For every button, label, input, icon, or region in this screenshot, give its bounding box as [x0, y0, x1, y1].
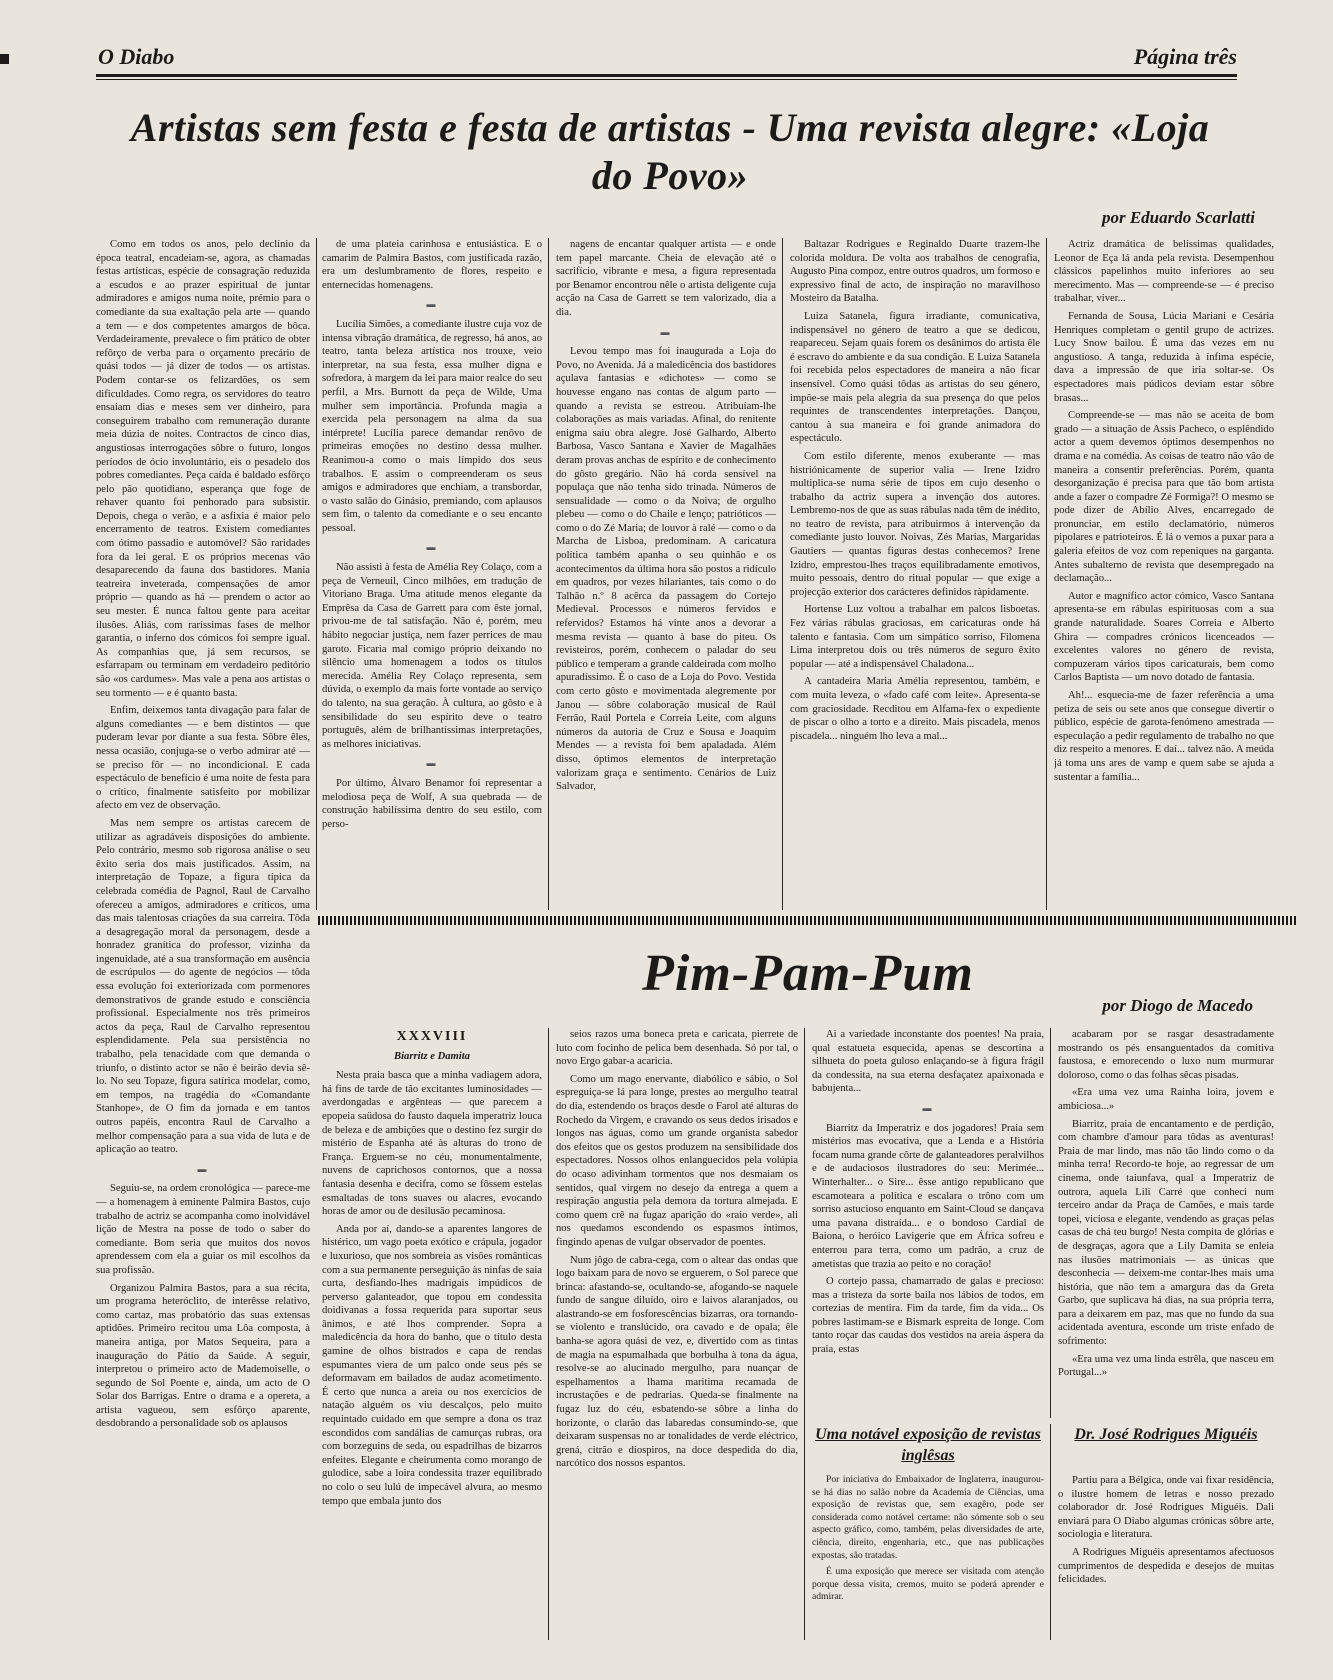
- column-rule: [316, 238, 317, 910]
- paragraph: O cortejo passa, chamarrado de galas e precioso: mas a tristeza da sorte baila nos lábios de todos, em cortezias de mentira. Fim da tarde, fim da vida... Os pobres lastimam-se e Bismark espreita de longe. Com tanto roçar das caudas dos vestidos na areia áspera da praia, estas: [812, 1276, 1044, 1356]
- paragraph: Como em todos os anos, pelo declínio da época teatral, encadeiam-se, agora, as chamadas festas artísticas, espécie de consagração reduzida a escudos e ao prazer espiritual de juntar admiradores e amigos numa noite, prémio para o comediante da sua exaltação pela arte — quando a tem — e dos competentes amargos de bôca. Verdadeiramente, prevalece o fim prático de obter refôrço de verba para o orçamento precário de quási todos — já dizer de todos — os artistas. Podem contar-se os felizardões, os sem dificuldades. Como regra, os servidores do teatro ensaiam dias e meses sem ver dinheiro, para conseguirem trabalho com remuneração durante meia dúzia de noites. Contractos de cinco dias, angustiosas interrogações sôbre o futuro, longos períodos de ócio involuntário, eis o pesadelo dos pobres comediantes. Peça caída é baldado esfôrço pelo pão quotidiano, esperança que foge de rehaver quanto foi penhorado para subsistir. Depois, chega o verão, e a asfixia é maior pelo encerramento de teatros. Existem comediantes com ótimo passadio e automóvel? São raridades fora da lei geral. E os próprios mecenas vão desaparecendo da fauna dos bastidores. Mania teatreira inveterada, compensações de amor próprio — quando as há — prendem o actor ao seu mester. É nunca faltou gente para aceitar ilusões. Aliás, com raríssimas fases de melhor garantia, o inferno dos cómicos foi sempre igual. As companhias que, já sem recursos, se esfarrapam ou terminam em verdadeiro peditório são «os cardumes». Mas vale a pena aos artistas o seu tormento — e é quanto basta.: [96, 239, 310, 699]
- paragraph: Enfim, deixemos tanta divagação para falar de alguns comediantes — e bem distintos — que puderam levar por diante a sua festa. Sôbre êles, nessa ocasião, conjuga-se o verbo admirar até — se preciso fôr — no incondicional. E cada espectáculo de benefício é uma noite de festa para o crítico, finalmente satisfeito por mobilizar afecto em vez de observação.: [96, 705, 310, 812]
- paragraph: Lucília Simões, a comediante ilustre cuja voz de intensa vibração dramática, de regresso, há anos, ao teatro, tanta beleza artística nos trouxe, veio interpretar, na sua festa, essa mulher digna e sofredora, à margem da lei para maior realce do seu perfil, a Mrs. Burnott da peça de Wilde, Uma mulher sem importância. Profunda magia a exercida pela personagem na alma da sua intérprete! Lucília parece demandar renôvo de primeiras emoções no destino dessa mulher. Reanimou-a como o mais límpido dos seus trabalhos. E assim o compreenderam os seus amigos e admiradores que enchiam, a transbordar, o vasto salão do Ginásio, premiando, com aplausos sem fim, o talento da comediante e o seu encanto pessoal.: [322, 318, 542, 534]
- page-edge-mark: [0, 54, 9, 64]
- section-divider-band: [318, 916, 1298, 925]
- paragraph: Com estilo diferente, menos exuberante — mas histriónicamente de superior valia — Irene Izidro multiplica-se numa série de tipos em cujo desenho o trabalho da actriz supera a invenção dos autores. Lembremo-nos de que as suas rábulas nada têm de inédito, no teatro de revista, para atribuirmos à intervenção da comediante justo louvor. Noivas, Zés Marias, Margaridas Gautiers — quantas figuras destas conhecemos? Irene Izidro, emprestou-lhes traços equilibradamente emotivos, muito pessoais, dentro do ritual popular — que exige a projecção exterior dos carácteres definidos ràpidamente.: [790, 450, 1040, 598]
- paragraph: «Era uma vez uma Rainha loira, jovem e ambiciosa...»: [1058, 1087, 1274, 1112]
- paragraph: seios razos uma boneca preta e caricata, pierrete de luto com focinho de pelica bem desenhada. Só por tal, o novo Ergo gabar-a acaricia.: [556, 1029, 798, 1068]
- paragraph: A Rodrigues Miguéis apresentamos afectuosos cumprimentos de despedida e desejos de muitas felicidades.: [1058, 1546, 1274, 1586]
- paragraph: Anda por aí, dando-se a aparentes langores de histérico, um vago poeta exótico e crápula, jogador e luxurioso, que nos sombreia as visões românticas com a sua permanente perseguição às ninfas de saia curta, desfiando-lhes madrigais impúdicos de perverso galanteador, que topou em condessita doidivanas a fossa requerida para suportar seus ânimos, e até lhos comprender. Sopra a maledicência da hora do banho, que o título desta gamine de olhos bistrados e capa de rendas espumantes viera de um palco onde seus pés se deformavam em bailados de audaz acometimento. É certo que nunca a areia ou nos exercícios de natação alguém os viu descalços, pelo muito requintado cuidado em que sempre a dona os traz escondidos com sandálias de camurças rubras, ora com borzeguins de seda, ou espadrilhas de bizarros enfeites. Elegante e cheirumenta como morango de gulodice, sabe a loira condessita trazer equilibrado no colo o seu lulú de impecável alvura, ao mesmo tempo que embala junto dos: [322, 1223, 542, 1507]
- section-separator: ▬: [426, 299, 438, 310]
- paragraph: É uma exposição que merece ser visitada com atenção porque dessa visita, cremos, muito se poderá aprender e admirar.: [812, 1566, 1044, 1603]
- masthead-left: O Diabo: [98, 44, 175, 69]
- news-box-title-exposicao: Uma notável exposição de revistas inglêsas: [815, 1426, 1041, 1464]
- paragraph: Biarritz da Imperatriz e dos jogadores! Praia sem mistérios mas evocativa, que a Lenda e a História focam numa grande côrte de galanteadores peralvilhos e de audaciosos ilustradores do seu: Merimée... Winterhalter... o Sire... êsse antigo republicano que escamoteara a política e escalara o trôno com um sorriso astucioso enquanto em Saint-Cloud se dançava uma pavana distraída... e o bondoso Cardial de Baiona, o heróico Lavigerie que em África sofreu e enterrou para terra, como um padrão, a cruz de ametistas que trazia ao peito e no coração!: [812, 1122, 1044, 1270]
- column-rule: [1050, 1424, 1051, 1640]
- section-separator: ▬: [426, 758, 438, 769]
- article-column-2: [322, 238, 542, 910]
- chronicle-number: XXXVIII: [396, 1029, 468, 1044]
- pim-column-1: [322, 1028, 542, 1638]
- paragraph: Num jôgo de cabra-cega, com o altear das ondas que logo baixam para de novo se erguerem, o Sol parece que brinca: afastando-se, ocultando-se, afogando-se naquele fundo de sangue diluído, oiro e laivos alaranjados, ou alastrando-se em fosforescências bizarras, ora tornando-se violento e translúcido, ora cavado e de opala; êle banha-se agora quási de vez, e, divertido com as tintas de magia na espumalhada que borbulha à tona da água, resolve-se ao alucinado mergulho, para nuançar de espelhamentos a lhama maritima recamada de incrustações e de pedrarias. Queda-se finalmente na fugaz luz do céu, esbatendo-se sôbre a linha do horizonte, o clarão das labaredas consumindo-se, que deixaram suspensas no ar tonalidades de verde eléctrico, grená, citrão e diospiros, na doce despedida do dia, narcótico dos nossos espantos.: [556, 1254, 798, 1470]
- paragraph: «Era uma vez uma linda estrêla, que nasceu em Portugal...»: [1058, 1353, 1274, 1379]
- byline-scarlatti: por Eduardo Scarlatti: [1101, 208, 1255, 227]
- news-box-exposicao: [812, 1474, 1044, 1640]
- article-column-5: [1054, 238, 1274, 910]
- column-rule: [1050, 1028, 1051, 1418]
- paragraph: Partiu para a Bélgica, onde vai fixar residência, o ilustre homem de letras e nosso prezado colaborador dr. José Rodrigues Miguéis. Dali enviará para O Diabo algumas crónicas sôbre arte, sociologia e literatura.: [1058, 1475, 1274, 1541]
- byline-macedo: por Diogo de Macedo: [1102, 996, 1253, 1015]
- paragraph: Hortense Luz voltou a trabalhar em palcos lisboetas. Fez várias rábulas graciosas, em caricaturas onde há talento e fantasia. Com um simpático sorriso, Filomena Lima interpretou dois ou três números de seguro êxito popular — até a indispensável Chaladona...: [790, 604, 1040, 670]
- paragraph: Mas nem sempre os artistas carecem de utilizar as agradáveis disposições do ambiente. Pelo contrário, mesmo sob rigorosa análise o seu êxito seria dos mais justificados. Assim, na interpretação de Topaze, a figura típica da celebrada comédia de Pagnol, Raul de Carvalho ofereceu a amigos, admiradores e críticos, uma das mais talentosas criações da sua carreira. Tôda a desagregação moral da personagem, desde a honradez granítica do professor, vizinha da ingenuidade, até a sua transformação em ausência de escrúpulos — do agente de negócios — tôda essa evolução foi exteriorizada com pormenores demonstrativos de grande estudo e consciência profissional. Especialmente nos três primeiros actos da peça, Raul de Carvalho representou esplendidamente. Pela sua persistência no trabalho, pela tenacidade com que demanda o triunfo, o distinto actor se não é beirão devia sê-lo. No seu Topaze, figura satírica modelar, como, em tempos, na tragédia do «Comandante Stanhope», de O fim da jornada e em tantos outros papéis, encontra Raul de Carvalho a melhor compensação para a sua vida de luta e de aplicação ao teatro.: [96, 817, 310, 1156]
- paragraph: Luiza Satanela, figura irradiante, comunicativa, indispensável no género de teatro a que se dedicou, reapareceu. Sejam quais forem os desânimos do artista êle é escravo do ambiente e da sua condição. E Luiza Satanela foi recebida pelos espectadores de maneira a não ficar insensível. Como quási tôdas as artistas do seu género, impõe-se mais pela alegria da sua presença do que pelos requintes de transcendentes interpretações. Dançou, cantou à sua maneira e foi grande animadora do espectáculo.: [790, 310, 1040, 445]
- section-separator: ▬: [197, 1163, 209, 1174]
- paragraph: A cantadeira Maria Amélia representou, também, e com muita leveza, o «fado café com leite». Apresenta-se com graciosidade. Recditou em Alfama-fex o expediente de piscar o olho a torto e a direito. Mais piscadela, menos piscadela... ninguém lho leva a mal...: [790, 676, 1040, 742]
- column-rule: [782, 238, 783, 910]
- section-separator: ▬: [922, 1102, 934, 1113]
- paragraph: Ai a variedade inconstante dos poentes! Na praia, qual estatueta esquecida, apenas se descortina a silhueta do poeta guloso enlaçando-se à figura frágil da condessita, na sua eterna desfaçatez apaixonada e babujenta...: [812, 1029, 1044, 1095]
- paragraph: Nesta praia basca que a minha vadiagem adora, há fins de tarde de tão excitantes luminosidades — averdongadas e argênteas — que parecem a epopeia saüdosa do fausto daquela imperatriz louca de beleza e de ambições que o destino fez surgir do mistério de Espanha até às alturas do trono de França. Erguem-se no céu, monumentalmente, nuvens de caprichosos contornos, que a nossa fantasia desenha e decifra, como se fôssem estelas esmaltadas de tons suaves ou alacres, evocando horas de amor ou de desilusão pecaminosa.: [322, 1070, 542, 1218]
- column-rule: [548, 238, 549, 910]
- paragraph: de uma plateia carinhosa e entusiástica. E o camarim de Palmira Bastos, com justificada razão, era um deslumbramento de flores, respeito e enternecidas homenagens.: [322, 239, 542, 291]
- paragraph: Por iniciativa do Embaixador de Inglaterra, inaugurou-se há dias no salão nobre da Academia de Ciências, uma exposição de revistas que, sem exagêro, pode ser considerada como notável certame: não sómente sob o seu aspecto gráfico, como, também, pelas diversidades de arte, ciência, direito, engenharia, etc., que nas publicações expostas, são tratadas.: [812, 1474, 1044, 1561]
- paragraph: Ah!... esquecia-me de fazer referência a uma petiza de seis ou sete anos que consegue divertir o público, espécie de garota-fenómeno amestrada — especulação a pedir regulamento de trabalho no que diz respeito a menores. E daí... talvez não. A meúda já toma uns ares de vamp e quem sabe se ajuda a sustentar a família...: [1054, 690, 1274, 783]
- paragraph: Não assisti à festa de Amélia Rey Colaço, com a peça de Verneuil, Cinco milhões, em tradução de Vitoriano Braga. Uma atitude menos elegante da Emprêsa da Casa de Garrett para com êste jornal, privou-me de tal satisfação. Não é, porém, meu hábito negociar justiça, nem fazer perrices de mau garoto. Ficaria mal comigo próprio deixando no silêncio uma homenagem a todos os títulos merecida. Amélia Rey Colaço representa, sem dúvida, o exemplo da mais forte vontade ao serviço do talento, na sua geração. À cultura, ao gôsto e à sensibilidade do seu espírito deve o teatro português, além de brilhantíssimas interpretações, as melhores iniciativas.: [322, 562, 542, 750]
- paragraph: Compreende-se — mas não se aceita de bom grado — a situação de Assis Pacheco, o esplêndido actor a quem devemos óptimos desempenhos no drama e na comédia. As coisas de teatro não vão de maneira a consentir preferências. Porém, quanta desorganização é precisa para que tão bom artista ande a fazer o compadre Zé Formiga?! O mesmo se pode dizer de Abílio Alves, encarregado de pronunciar, em estilo declamatório, números pipolares e patrioteiros. É lá o vemos a puxar para a galeria efeitos de voz com repeniques na garganta. Antes subalterno de revista que desempregado na declamação...: [1054, 410, 1274, 585]
- news-box-title-migueis: Dr. José Rodrigues Miguéis: [1074, 1426, 1258, 1443]
- paragraph: Levou tempo mas foi inaugurada a Loja do Povo, no Avenida. Já a maledicência dos bastidores açulava fantasias e «dichotes» — como se houvesse engano nas contas de algum parto — quando a revista se estreou. Atribuíam-lhe colaborações as mais variadas. Afinal, do renitente enigma saiu obra alegre. José Galhardo, Alberto Barbosa, Vasco Santana e Xavier de Magalhães deram provas anchas de espírito e de conhecimento do gôsto gregário. Não há corda sensível na populaça que não tenha sido trinada. Números de sensualidade — como o da Noiva; de orgulho plebeu — como o do Chaile e lenço; patrióticos — como o do Zé Maria; de louvor à ralé — como o da Marcha de Lisboa, predominam. A caricatura política também apanha o seu quinhão e os acontecimentos da última hora são postos a ridículo em quadros, por vezes hilariantes, tais como o do Talhão n.º 8 acêrca da passagem do Cortejo Medieval. Processos e números fervidos e refervidos? Estamos há vinte anos a devorar a mesma revista — quanto à base do piteu. Os revisteiros, porém, conhecem o paladar do seu público e temperam a grande caldeirada com molho apuradíssimo. É o caso de a Loja do Povo. Vestida com certo gôsto e movimentada alegremente por Janou — sôbre colaboração musical de Raúl Ferrão, Raúl Portela e Correia Leite, com alguns números da autoria de Cruz e Sousa e Joaquim Mendes — a revista foi bem apaladada. Além disso, óptimos elementos de interpretação valorizam graça e sentimento. Cenários de Luiz Salvador,: [556, 346, 776, 793]
- chronicle-subtitle: Biarritz e Damita: [394, 1050, 470, 1062]
- article-column-3: [556, 238, 776, 910]
- article-column-4: [790, 238, 1040, 910]
- paragraph: Biarritz, praia de encantamento e de perdição, com chambre d'amour para tôdas as aventuras! Praia de mar lindo, mas não tão lindo como o da minha terra! Recordo-te hoje, ao regressar de um cinema, onde taiunfava, qual a Imperatriz de outrora, aquela Lili Carré que conheci num terceiro andar da Praça de Camões, e mais tarde topei, viciosa e elegante, vendendo as graças pelas casas de chá teu burgo! Nesta compita de glórias e de desgraças, agora que a Lily Damita se enleia nas ilusões matrimoniais — as únicas que desconhecia — deixem-me contar-lhes mais uma história, que não tem a amargura das da Greta Garbo, que suplicava há dias, na sua própria terra, para a deixarem em paz, mas que no fundo da sua acidentada aventura, esconde um triste enfado de sofrimento:: [1058, 1118, 1274, 1348]
- header-rule: [96, 74, 1237, 80]
- paragraph: Como um mago enervante, diabólico e sábio, o Sol espreguiça-se lá para longe, prestes ao mergulho teatral do dia, estendendo os braços desde o Farol até alturas do Rochedo da Virgem, e cravando os seus dedos irisados e longos nas águas, como um grande organista sabedor dos efeitos que os gestos produzem na sensibilidade dos espectadores. Nossos olhos enlanguecidos pela volúpia do ocaso adivinham tormentos que nos desmaiam os sentidos, qual virgem no desejo da entrega a quem a respiração angustia pela demora da tortura almejada. E como quem crê na fugaz aparição do «raio verde», ali nos quedamos escondendo os espasmos íntimos, fingindo apenas de vulgar observador de poentes.: [556, 1073, 798, 1248]
- paragraph: Autor e magnífico actor cómico, Vasco Santana apresenta-se em rábulas espirituosas com a sua grande naturalidade. Soares Correia e Alberto Ghira — compadres crónicos licenceados — excelentes valores no género de revista, compuzeram vários tipos caricaturais, bem como Carlos Baptista — um novo dotado de fantasia.: [1054, 590, 1274, 684]
- page-number-label: Página três: [1133, 44, 1237, 69]
- news-box-migueis: [1058, 1474, 1274, 1640]
- main-headline: Artistas sem festa e festa de artistas - Uma revista alegre: «Loja do Povo»: [130, 105, 1210, 198]
- paragraph: nagens de encantar qualquer artista — e onde tem papel marcante. Cheia de elevação até o sacrifício, vibrante e mesa, a figura representada por Benamor encontrou nêle o artista deligente cuja acção na Casa de Garrett se tem valorizado, dia a dia.: [556, 239, 776, 318]
- pim-column-2: [556, 1028, 798, 1638]
- column-rule: [1046, 238, 1047, 910]
- paragraph: Baltazar Rodrigues e Reginaldo Duarte trazem-lhe colorida moldura. De volta aos trabalhos de cenografia, Augusto Pina compoz, entre outros quadros, um formoso e expressivo final de acto, de inspiração no maravilhoso Mosteiro da Batalha.: [790, 239, 1040, 305]
- paragraph: acabaram por se rasgar desastradamente mostrando os pés ensanguentados da comitiva faustosa, e emorecendo o luxo num murmurar doloroso, como o das folhas sêcas pisadas.: [1058, 1029, 1274, 1081]
- paragraph: Actriz dramática de belíssimas qualidades, Leonor de Eça lá anda pela revista. Desempenhou clássicos papelinhos muito inferiores ao seu merecimento. Mas — compreende-se — é preciso trabalhar, viver...: [1054, 239, 1274, 305]
- paragraph: Seguiu-se, na ordem cronológica — parece-me — a homenagem à eminente Palmira Bastos, cujo trabalho de actriz se acompanha como inolvidável lição de Mestra na posse de todo o saber do comediante. Bom seria que muitos dos novos aprendessem com ela a guiar os mil escolhos da sua profissão.: [96, 1183, 310, 1276]
- paragraph: Organizou Palmira Bastos, para a sua récita, um programa heteróclito, de interêsse relativo, como cartaz, mas probatório das suas extensas aptidões. Primeiro recitou uma Lôa composta, à maneira antiga, por Matos Sequeira, para a inauguração do Pátio da Saúde. A seguir, interpretou o primeiro acto de Mademoiselle, o segundo de Sol Poente e, ainda, um acto de O Solar dos Barrigas. Entre o drama e a opereta, a artista vagueou, sem esfôrço aparente, desdobrando a personalidade sob os aplausos: [96, 1282, 310, 1430]
- paragraph: Fernanda de Sousa, Lúcia Mariani e Cesária Henriques completam o gentil grupo de actrizes. Lucy Snow bailou. É uma das vezes em nu angustioso. A tanga, reduzida à ínfima espécie, dava a impressão de que iria soltar-se. Os espectadores mais púdicos deviam estar sôbre brasas...: [1054, 310, 1274, 404]
- paragraph: Por último, Álvaro Benamor foi representar a melodiosa peça de Wolf, A sua quebrada — de construção habilíssima dentro do seu estilo, com perso-: [322, 777, 542, 830]
- section-title-pim-pam-pum: Pim-Pam-Pum: [642, 945, 974, 1002]
- section-separator: ▬: [660, 326, 672, 337]
- pim-column-4: [1058, 1028, 1274, 1418]
- column-rule: [548, 1028, 549, 1640]
- article-column-1: [96, 238, 310, 1638]
- section-separator: ▬: [426, 542, 438, 553]
- column-rule: [804, 1028, 805, 1640]
- pim-column-3: [812, 1028, 1044, 1418]
